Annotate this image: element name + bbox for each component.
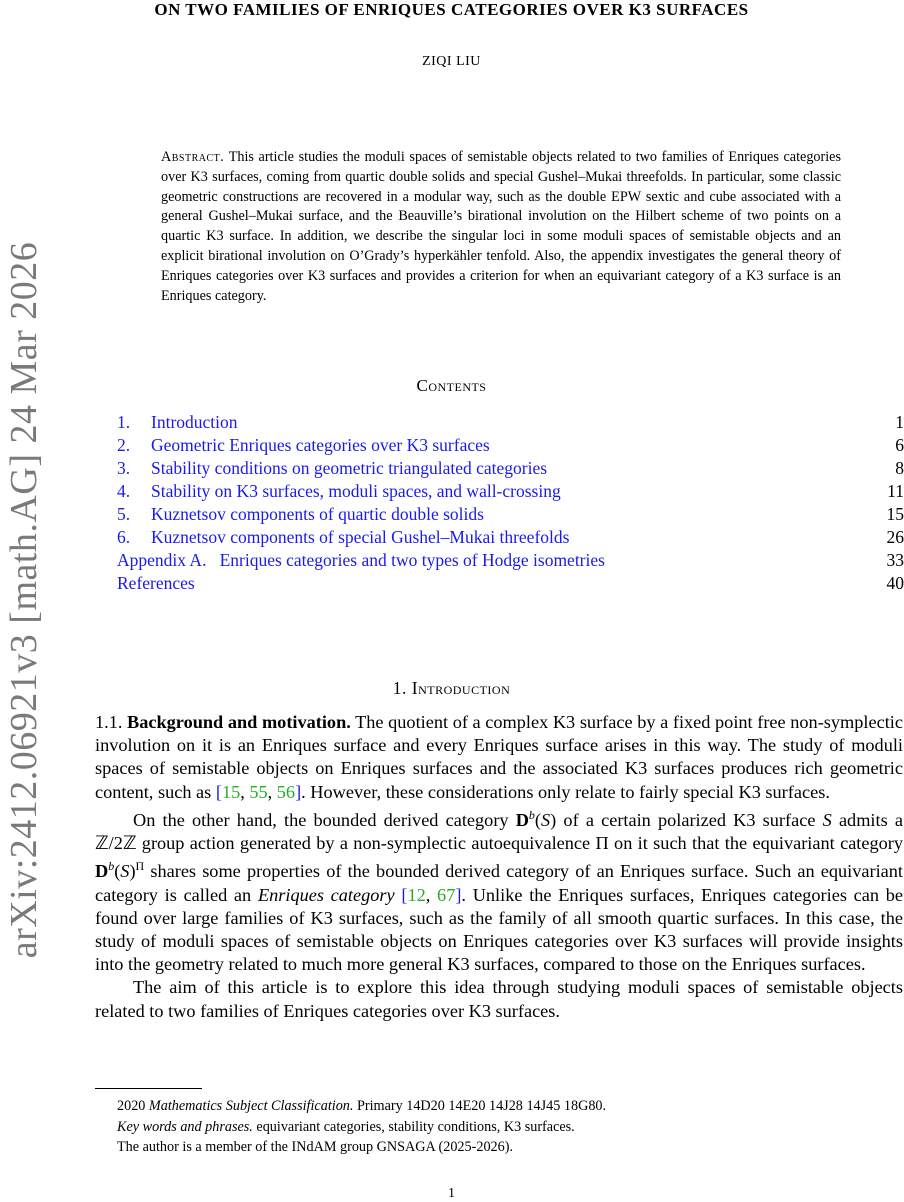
toc-entry-page: 40 — [887, 573, 904, 594]
toc-entry-gushel-mukai[interactable] — [117, 527, 904, 550]
toc-entry-title[interactable]: Kuznetsov components of quartic double solids — [151, 504, 484, 525]
toc-entry-title[interactable]: Introduction — [151, 412, 238, 433]
paragraph-2-text: Unlike the Enriques surfaces, Enriques categories can be found over large families of K3 surfaces, such as the family of all smooth quartic surfaces. In this case, the study of moduli spaces of semistable objects on Enriques categories over K3 surfaces will provide insights into the geometry related to much more general K3 surfaces, compared to those on the Enriques surfaces. — [95, 885, 903, 975]
footnotes — [117, 1096, 897, 1158]
paragraph-2-text: shares some properties of the bounded derived category of an Enriques surface. Such an equivariant category is called an — [95, 861, 903, 904]
toc-entry-page: 33 — [887, 550, 904, 571]
toc-entry-title[interactable]: References — [117, 573, 195, 594]
keywords-label: Key words and phrases. — [117, 1119, 253, 1135]
arxiv-identifier[interactable]: arXiv:2412.06921v3 [math.AG] 24 Mar 2026 — [2, 242, 46, 959]
citation-link[interactable]: 55 — [249, 782, 267, 802]
citation-link[interactable]: 56 — [277, 782, 295, 802]
toc-entry-number[interactable]: 5. — [117, 504, 130, 525]
toc-entry-title[interactable]: Stability on K3 surfaces, moduli spaces, and wall-crossing — [151, 481, 561, 502]
paragraph-1-tail: However, these considerations only relate to fairly special K3 surfaces. — [310, 782, 830, 802]
contents-heading: Contents — [0, 376, 903, 396]
paragraph-1-text: The quotient of a complex K3 surface by a fixed point free non-symplectic involution on it is an Enriques surface and every Enriques surface arises in this way. The study of moduli spaces of semistable objects on Enriques surfaces and the associated K3 surfaces produces rich geometric content, such as — [95, 712, 903, 802]
section-number: 1. — [393, 678, 407, 698]
paper-title: ON TWO FAMILIES OF ENRIQUES CATEGORIES OVER K3 SURFACES — [0, 0, 903, 20]
toc-entry-quartic-double-solids[interactable] — [117, 504, 904, 527]
footnote-affiliation: The author is a member of the INdAM group GNSAGA (2025-2026). — [117, 1137, 897, 1158]
toc-entry-page: 15 — [887, 504, 904, 525]
page-number: 1 — [0, 1186, 903, 1202]
paragraph-2-text: On the other hand, the bounded derived category — [133, 810, 509, 830]
toc-entry-number[interactable]: 1. — [117, 412, 130, 433]
body-text — [95, 711, 903, 1023]
paragraph-3: The aim of this article is to explore this idea through studying moduli spaces of semistable objects related to two families of Enriques categories over K3 surfaces. — [95, 976, 903, 1022]
toc-entry-title[interactable]: Stability conditions on geometric triangulated categories — [151, 458, 547, 479]
citation-link[interactable]: 15 — [222, 782, 240, 802]
paragraph-2-text: on it such that the equivariant category — [614, 833, 903, 853]
toc-entry-page: 8 — [895, 458, 904, 479]
subsection-title: Background and motivation. — [127, 712, 351, 732]
arxiv-sidebar — [0, 0, 48, 1200]
toc-entry-title[interactable]: Geometric Enriques categories over K3 surfaces — [151, 435, 490, 456]
abstract — [161, 148, 841, 306]
paragraph-2-text: admits a — [839, 810, 903, 830]
toc-entry-title[interactable]: Appendix A. Enriques categories and two types of Hodge isometries — [117, 550, 605, 571]
toc-entry-geometric-enriques[interactable] — [117, 435, 904, 458]
paragraph-2: On the other hand, the bounded derived category $D^b(S)$ of a certain polarized K3 surface S admits a ℤ/2ℤ group action generated by a non-symplectic autoequivalence Π on it such that the equivariant category $D^b(S)^\Pi$ shares some properties of the bounded derived category of an Enriques surface. Such an equivariant category is called an Enriques category [12, 67]. Unlike the Enriques surfaces, Enriques categories can be found over large families of K3 surfaces, such as the family of all smooth quartic surfaces. In this case, the study of moduli spaces of semistable objects on Enriques categories over K3 surfaces will provide insights into the geometry related to much more general K3 surfaces, compared to those on the Enriques surfaces. — [95, 804, 903, 977]
paragraph-2-text: of a certain polarized K3 surface — [563, 810, 815, 830]
citation-link[interactable]: 12 — [407, 885, 425, 905]
toc-entry-page: 26 — [887, 527, 904, 548]
toc-entry-number[interactable]: 3. — [117, 458, 130, 479]
msc-year: 2020 — [117, 1098, 145, 1114]
toc-entry-number[interactable]: 6. — [117, 527, 130, 548]
msc-label: Mathematics Subject Classification. — [149, 1098, 354, 1114]
citation-link[interactable]: 67 — [437, 885, 455, 905]
paper-author: ZIQI LIU — [0, 54, 903, 70]
toc-entry-page: 1 — [895, 412, 904, 433]
toc-entry-page: 6 — [895, 435, 904, 456]
msc-codes: Primary 14D20 14E20 14J28 14J45 18G80. — [357, 1098, 606, 1114]
abstract-text: This article studies the moduli spaces of semistable objects related to two families of Enriques categories over K3 surfaces, coming from quartic double solids and special Gushel–Mukai threefolds. In particular, some classic geometric constructions are recovered in a modular way, such as the double EPW sextic and cube associated with a general Gushel–Mukai surface, and the Beauville’s birational involution on the Hilbert scheme of two points on a quartic K3 surface. In addition, we describe the singular loci in some moduli spaces of semistable objects and an explicit birational involution on O’Grady’s hyperkähler tenfold. Also, the appendix investigates the general theory of Enriques categories over K3 surfaces and provides a criterion for when an equivariant category of a K3 surface is an Enriques category. — [161, 149, 841, 304]
toc-entry-number[interactable]: 2. — [117, 435, 130, 456]
toc-entry-page: 11 — [887, 481, 904, 502]
toc-entry-introduction[interactable] — [117, 412, 904, 435]
footnote-msc — [117, 1096, 897, 1117]
footnote-divider — [95, 1088, 202, 1089]
footnote-keywords — [117, 1117, 897, 1138]
toc-entry-references[interactable] — [117, 573, 904, 596]
toc-entry-stability-k3[interactable] — [117, 481, 904, 504]
toc-entry-appendix-a[interactable] — [117, 550, 904, 573]
toc-entry-title[interactable]: Kuznetsov components of special Gushel–Mukai threefolds — [151, 527, 569, 548]
toc-entry-stability-conditions[interactable] — [117, 458, 904, 481]
section-title: Introduction — [412, 678, 511, 698]
defined-term: Enriques category — [258, 885, 395, 905]
paragraph-1: 1.1. Background and motivation. The quotient of a complex K3 surface by a fixed point free non-symplectic involution on it is an Enriques surface and every Enriques surface arises in this way. The study of moduli spaces of semistable objects on Enriques surfaces and the associated K3 surfaces produces rich geometric content, such as [15, 55, 56]. However, these considerations only relate to fairly special K3 surfaces. — [95, 711, 903, 804]
keywords-text: equivariant categories, stability conditions, K3 surfaces. — [256, 1119, 574, 1135]
subsection-number: 1.1. — [95, 712, 122, 732]
abstract-label: Abstract. — [161, 149, 224, 165]
toc-entry-number[interactable]: 4. — [117, 481, 130, 502]
paragraph-2-text: group action generated by a non-symplectic autoequivalence — [142, 833, 590, 853]
section-heading — [0, 678, 903, 699]
